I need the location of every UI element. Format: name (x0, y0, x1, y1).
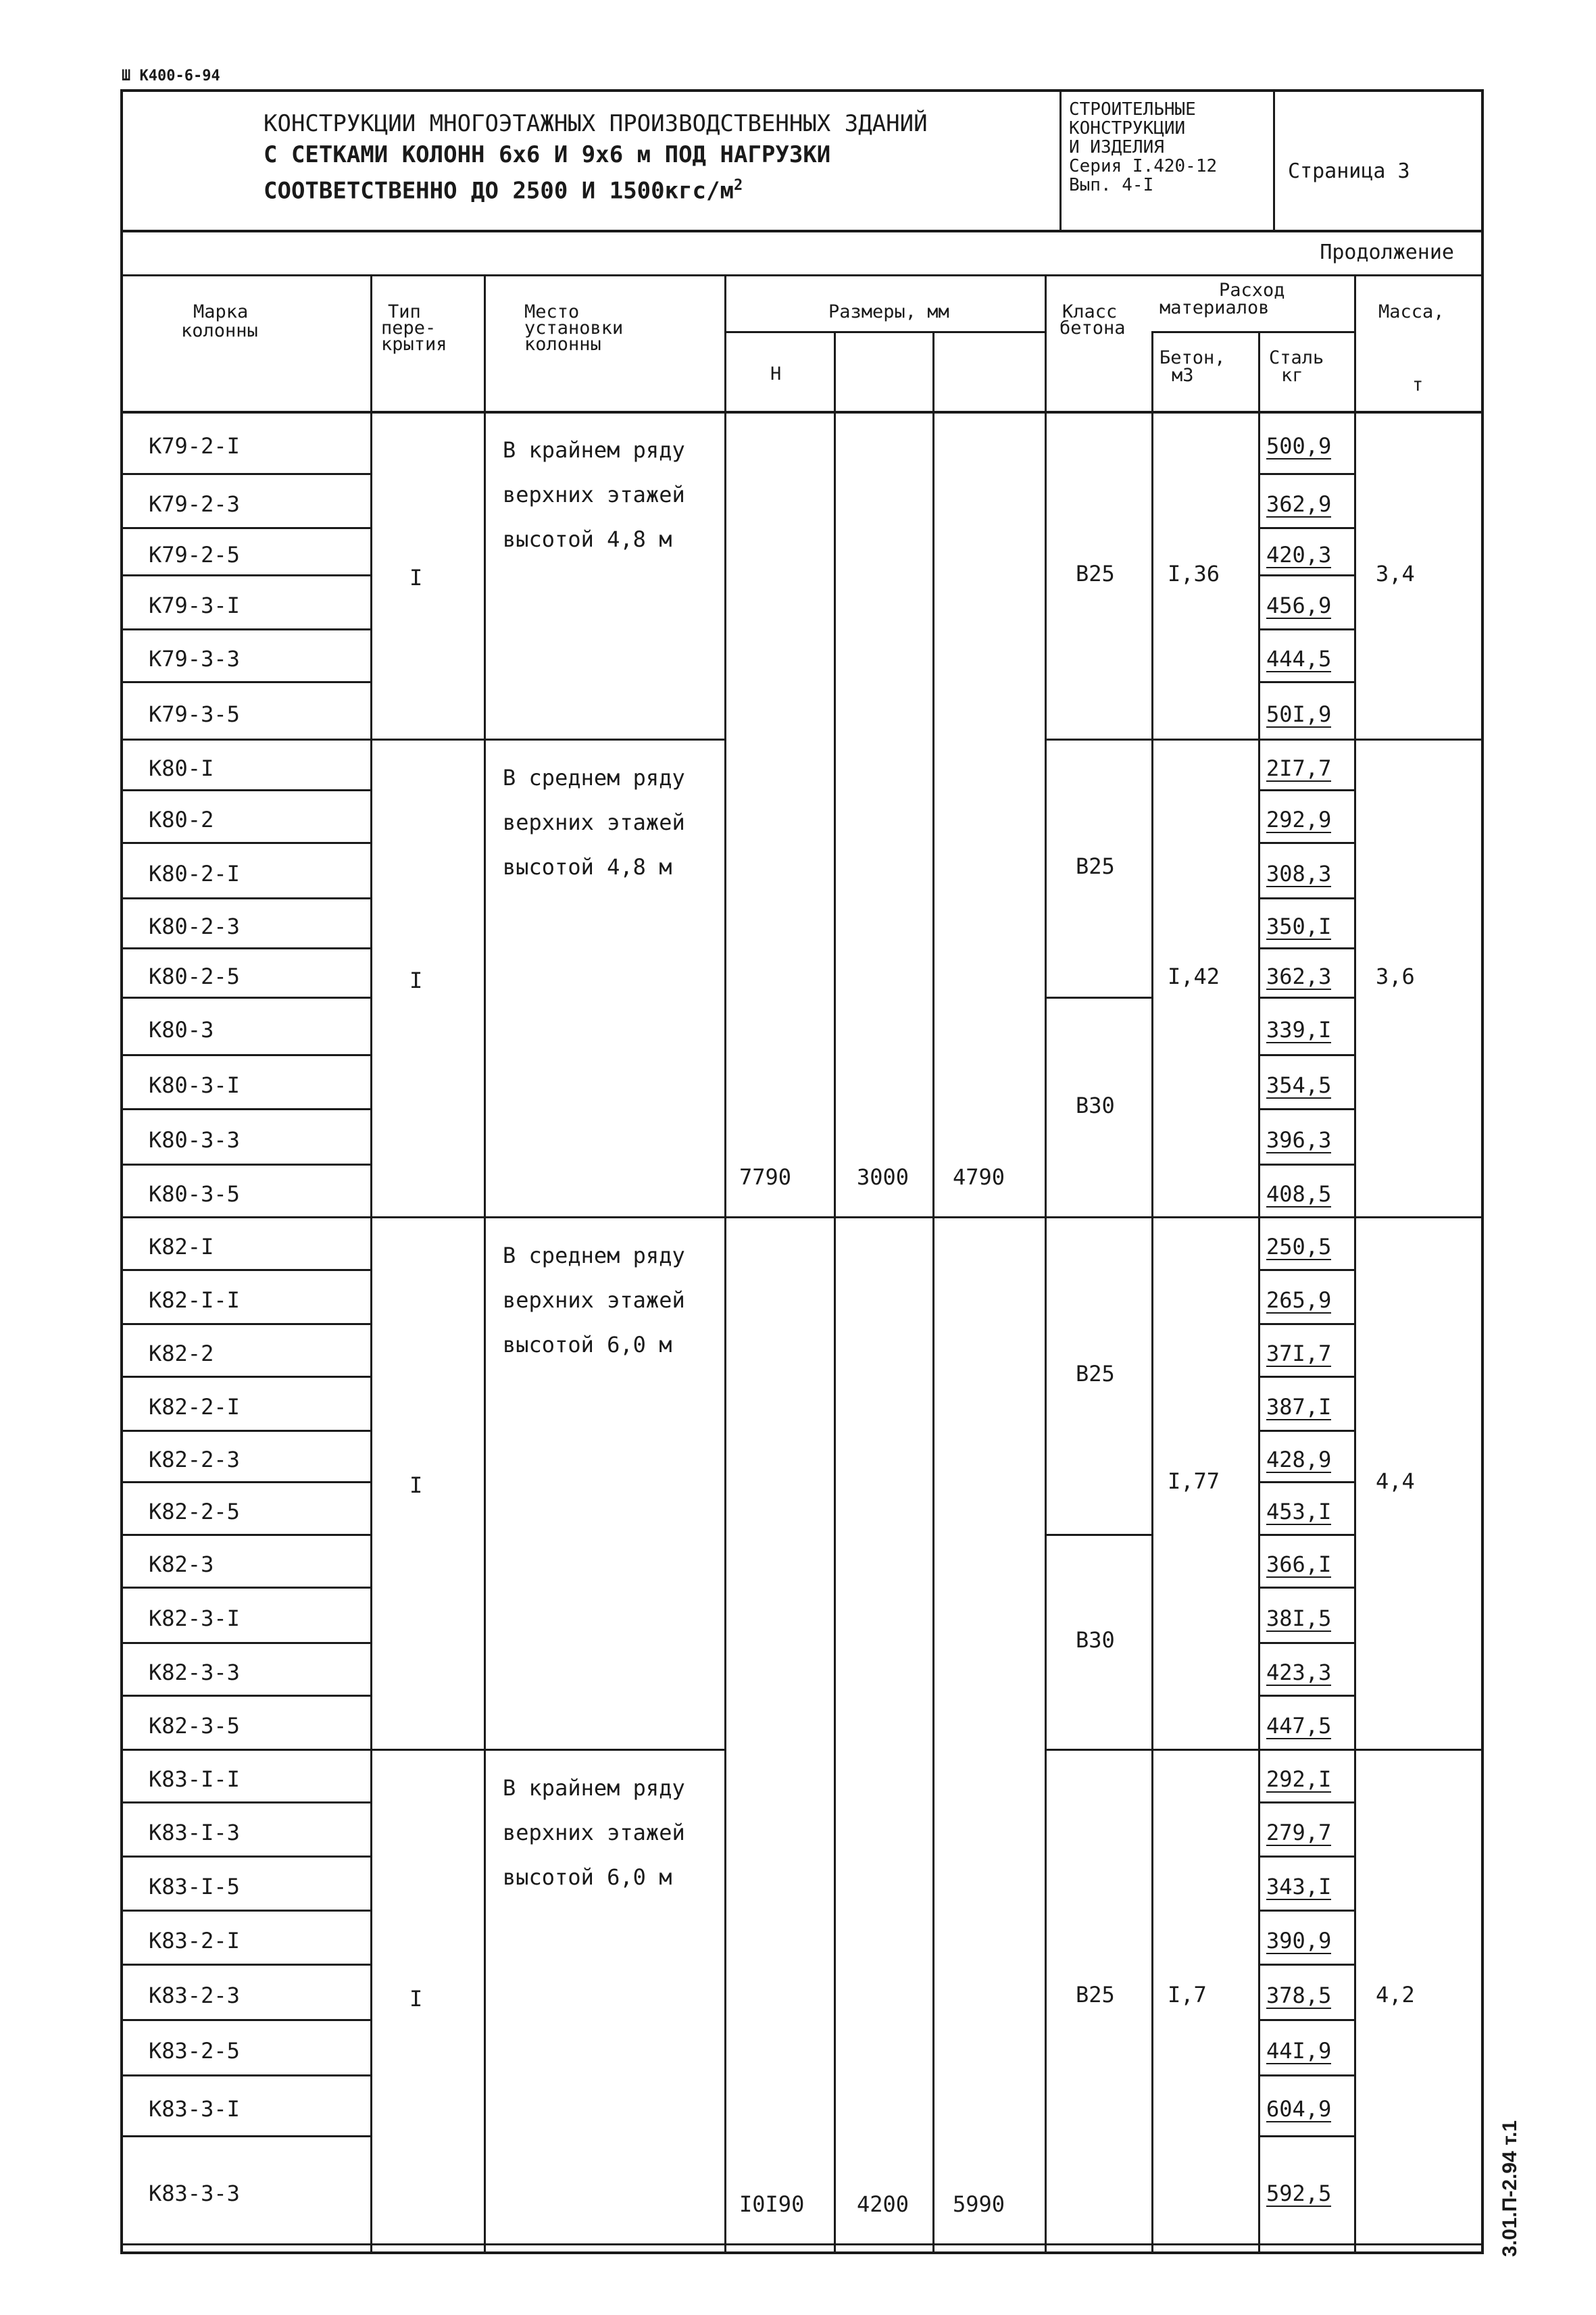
group-concrete: I,36 (1168, 560, 1220, 587)
table-row-mark: К83-I-5 (149, 1874, 240, 1899)
group-place-1: В среднем ряду (503, 1243, 685, 1268)
header-mass-2: т (1412, 374, 1424, 395)
header-class-2: бетона (1059, 318, 1126, 339)
table-row-mark: К83-3-3 (149, 2181, 240, 2206)
group-mass: 3,6 (1376, 963, 1415, 989)
group-mass: 3,4 (1376, 560, 1415, 587)
table-row-steel: 38I,5 (1266, 1605, 1332, 1631)
header-mark-2: колонны (181, 320, 258, 341)
table-row-mark: К82-3-5 (149, 1713, 240, 1739)
table-row-mark: К83-3-I (149, 2096, 240, 2122)
table-row-mark: К83-2-5 (149, 2038, 240, 2064)
table-row-steel: 423,3 (1266, 1660, 1332, 1685)
table-row-steel: 354,5 (1266, 1072, 1332, 1098)
title-line-2: С СЕТКАМИ КОЛОНН 6х6 И 9х6 м ПОД НАГРУЗКИ (264, 141, 831, 168)
series-info: СТРОИТЕЛЬНЫЕ КОНСТРУКЦИИ И ИЗДЕЛИЯ Серия I.420-12 Вып. 4-I (1069, 99, 1218, 195)
table-row-steel: 292,9 (1266, 807, 1332, 832)
table-row-mark: К79-2-5 (149, 542, 240, 568)
table-row-steel: 456,9 (1266, 593, 1332, 618)
table-row-mark: К79-3-3 (149, 646, 240, 672)
group-place-1: В среднем ряду (503, 765, 685, 791)
group-mass: 4,2 (1376, 1982, 1415, 2008)
group-concrete: I,7 (1168, 1982, 1207, 2008)
table-row-mark: К82-3-I (149, 1605, 240, 1631)
table-row-mark: К82-2-3 (149, 1447, 240, 1472)
table-row-steel: 390,9 (1266, 1928, 1332, 1953)
table-row-mark: К83-I-3 (149, 1820, 240, 1845)
group-place-3: высотой 4,8 м (503, 526, 672, 552)
table-row-steel: 308,3 (1266, 861, 1332, 887)
group-place-2: верхних этажей (503, 1820, 685, 1845)
table-row-mark: К80-3-5 (149, 1181, 240, 1207)
header-type-2: пере- (381, 318, 437, 339)
header-size-h: Н (770, 364, 782, 384)
group-type: I (409, 564, 423, 591)
group-type: I (409, 967, 423, 993)
group-mass: 4,4 (1376, 1468, 1415, 1494)
page-number: Страница 3 (1288, 159, 1410, 183)
table-row-mark: К82-2-I (149, 1394, 240, 1420)
header-place-2: установки (524, 318, 624, 339)
concrete-class: В25 (1076, 1982, 1115, 2008)
title-line-1: КОНСТРУКЦИИ МНОГОЭТАЖНЫХ ПРОИЗВОДСТВЕННЫХ ЗДАНИЙ (264, 110, 928, 137)
continuation-label: Продолжение (1320, 241, 1454, 264)
size-3: 4790 (953, 1164, 1005, 1190)
table-row-mark: К80-2 (149, 807, 214, 832)
header-class: Класс (1062, 301, 1118, 322)
header-concrete: Бетон, (1159, 347, 1226, 368)
group-place-3: высотой 4,8 м (503, 854, 672, 880)
table-row-mark: К80-2-I (149, 861, 240, 887)
table-row-mark: К82-3 (149, 1551, 214, 1577)
table-row-mark: К79-2-I (149, 433, 240, 459)
group-place-1: В крайнем ряду (503, 1775, 685, 1801)
table-row-steel: 50I,9 (1266, 701, 1332, 727)
header-place-3: колонны (524, 334, 601, 355)
table-row-mark: К80-3-3 (149, 1127, 240, 1153)
table-row-mark: К83-2-I (149, 1928, 240, 1953)
table-row-steel: 387,I (1266, 1394, 1332, 1420)
table-row-steel: 444,5 (1266, 646, 1332, 672)
concrete-class: В25 (1076, 853, 1115, 879)
title-line-3: СООТВЕТСТВЕННО ДО 2500 И $1500кгс/м^2$ (264, 177, 743, 205)
group-place-2: верхних этажей (503, 810, 685, 835)
header-sizes: Размеры, мм (828, 301, 949, 322)
table-row-mark: К82-2 (149, 1341, 214, 1366)
table-row-steel: 500,9 (1266, 433, 1332, 459)
concrete-class: В25 (1076, 560, 1115, 587)
document-title (264, 108, 928, 206)
table-row-mark: К80-2-3 (149, 914, 240, 939)
side-code: 3.01.П-2.94 т.1 (1499, 2120, 1521, 2257)
group-place-2: верхних этажей (503, 482, 685, 507)
header-consumption-2: материалов (1159, 297, 1270, 318)
table-row-steel: 447,5 (1266, 1713, 1332, 1739)
table-row-mark: К79-2-3 (149, 491, 240, 517)
size-h: I0I90 (739, 2191, 805, 2217)
table-row-steel: 428,9 (1266, 1447, 1332, 1472)
table-row-steel: 378,5 (1266, 1983, 1332, 2008)
group-concrete: I,77 (1168, 1468, 1220, 1494)
table-row-steel: 350,I (1266, 914, 1332, 939)
table-row-steel: 604,9 (1266, 2096, 1332, 2122)
group-place-3: высотой 6,0 м (503, 1332, 672, 1358)
table-row-mark: К80-3 (149, 1016, 214, 1043)
table-row-steel: 362,3 (1266, 963, 1332, 989)
table-row-mark: К82-I-I (149, 1287, 240, 1313)
table-row-mark: К82-3-3 (149, 1660, 240, 1685)
table-row-steel: 44I,9 (1266, 2038, 1332, 2064)
group-concrete: I,42 (1168, 963, 1220, 989)
table-row-mark: К82-2-5 (149, 1499, 240, 1524)
header-type-3: крытия (381, 334, 447, 355)
concrete-class: В30 (1076, 1092, 1115, 1118)
doc-code: Ш К400-6-94 (122, 68, 220, 84)
group-type: I (409, 1986, 423, 2012)
size-2: 3000 (857, 1164, 909, 1190)
table-row-mark: К79-3-I (149, 593, 240, 618)
table-row-steel: 343,I (1266, 1874, 1332, 1899)
table-row-steel: 37I,7 (1266, 1341, 1332, 1366)
table-row-steel: 366,I (1266, 1551, 1332, 1577)
table-row-steel: 339,I (1266, 1016, 1332, 1043)
concrete-class: В30 (1076, 1627, 1115, 1653)
header-steel-2: кг (1281, 365, 1303, 386)
table-row-steel: 279,7 (1266, 1820, 1332, 1845)
table-row-steel: 420,3 (1266, 542, 1332, 568)
group-place-1: В крайнем ряду (503, 437, 685, 463)
header-mark: Марка (193, 301, 249, 322)
table-row-steel: 453,I (1266, 1499, 1332, 1524)
table-row-mark: К79-3-5 (149, 701, 240, 727)
table-row-mark: К80-I (149, 755, 214, 781)
table-row-steel: 250,5 (1266, 1234, 1332, 1260)
header-consumption: Расход (1219, 280, 1285, 301)
table-row-mark: К82-I (149, 1234, 214, 1260)
table-row-mark: К80-2-5 (149, 963, 240, 989)
group-type: I (409, 1472, 423, 1498)
concrete-class: В25 (1076, 1361, 1115, 1387)
size-2: 4200 (857, 2191, 909, 2217)
header-mass: Масса, (1378, 301, 1445, 322)
table-row-steel: 396,3 (1266, 1127, 1332, 1153)
table-row-mark: К83-I-I (149, 1766, 240, 1792)
header-type: Тип (388, 301, 421, 322)
size-3: 5990 (953, 2191, 1005, 2217)
header-place: Место (524, 301, 580, 322)
title-block (120, 89, 1484, 232)
table-row-steel: 265,9 (1266, 1287, 1332, 1313)
table-row-steel: 592,5 (1266, 2181, 1332, 2206)
table-row-mark: К80-3-I (149, 1072, 240, 1098)
header-concrete-2: м3 (1172, 365, 1194, 386)
table-row-steel: 408,5 (1266, 1181, 1332, 1207)
group-place-2: верхних этажей (503, 1287, 685, 1313)
header-steel: Сталь (1269, 347, 1324, 368)
table-row-steel: 2I7,7 (1266, 755, 1332, 781)
table-row-steel: 292,I (1266, 1766, 1332, 1792)
table-row-mark: К83-2-3 (149, 1983, 240, 2008)
size-h: 7790 (739, 1164, 792, 1190)
group-place-3: высотой 6,0 м (503, 1864, 672, 1890)
table-row-steel: 362,9 (1266, 491, 1332, 517)
